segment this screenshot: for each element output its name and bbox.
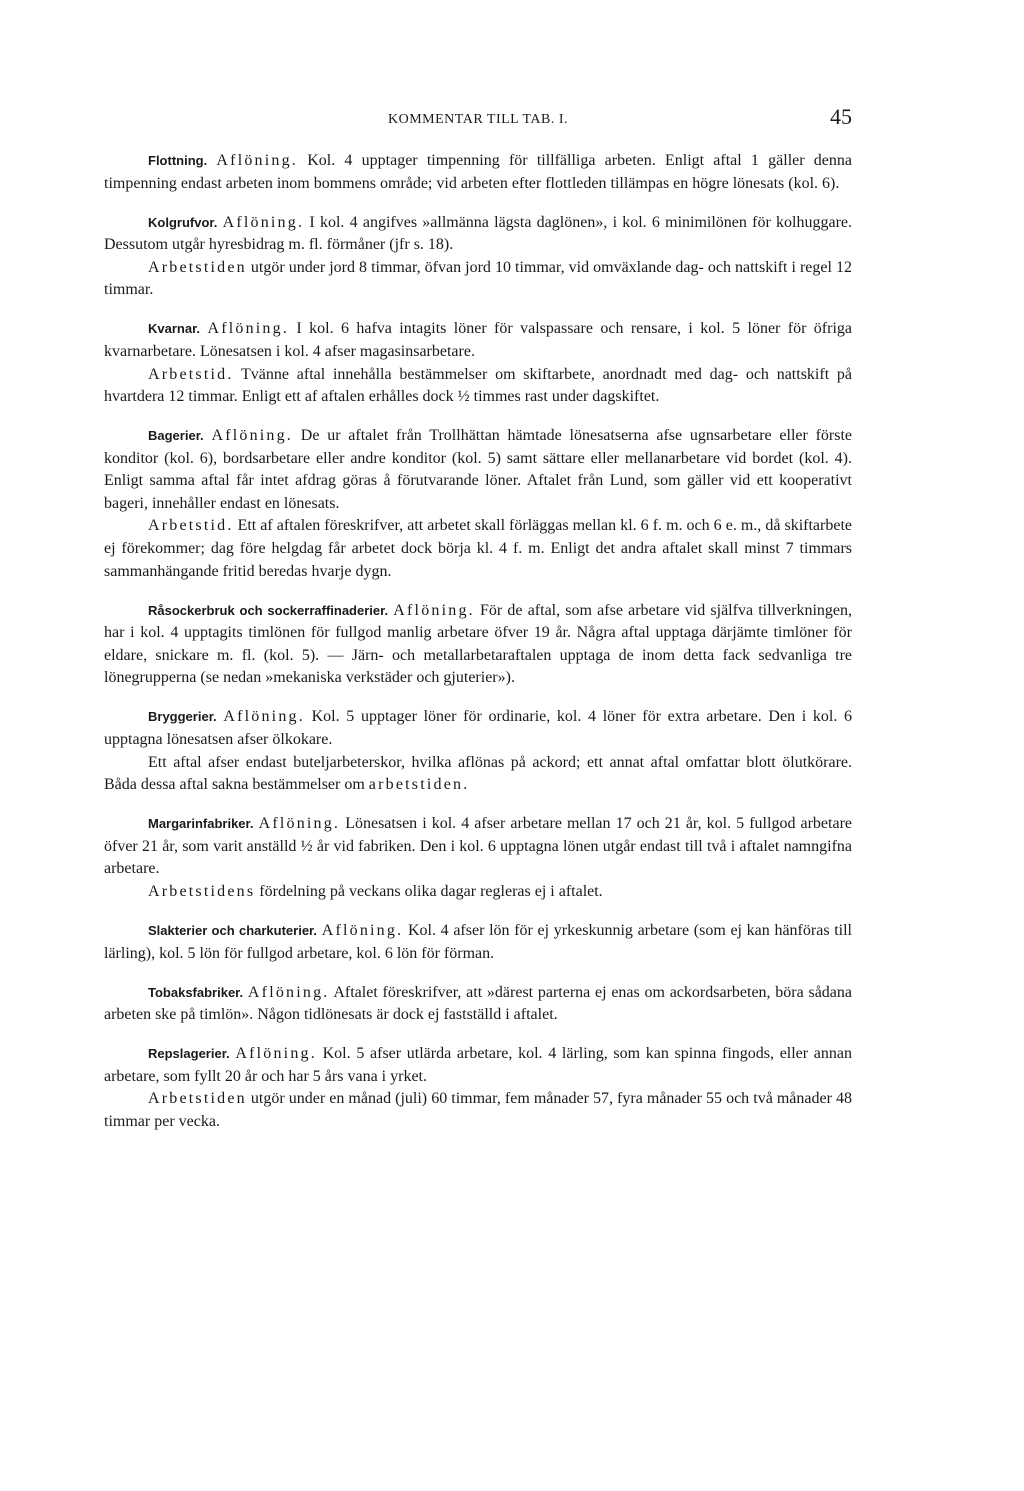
- section-rasocker: [104, 600, 852, 690]
- paragraph: [104, 752, 852, 797]
- page-number: 45: [830, 104, 852, 129]
- spaced-label: Aflöning.: [321, 921, 404, 939]
- spaced-label: Arbetstid.: [148, 517, 234, 535]
- spaced-label: arbetstiden: [368, 776, 464, 794]
- spaced-label: Aflöning.: [211, 427, 294, 445]
- section-heading: Slakterier och charkuterier.: [148, 922, 318, 938]
- section-kolgrufvor: [104, 212, 852, 302]
- paragraph-text: Ett aftal afser endast buteljarbeterskor, hvilka aflönas på ackord; ett annat aftal omfattar blott ölutkörare. Båda dessa aftal sakna bestämmelser om: [104, 753, 852, 794]
- spaced-label: Arbetstidens: [148, 882, 256, 900]
- paragraph-text: Ett af aftalen föreskrifver, att arbetet skall förläggas mellan kl. 6 f. m. och 6 e. m., då skiftarbete ej förekommer; dag före helgdag får arbetet dock börja kl. 4 f. m. Enligt det andra aftalet skall minst 7 timmars sammanhängande fritid beredas hvarje dygn.: [104, 517, 852, 580]
- running-header: [104, 104, 852, 136]
- paragraph: [104, 150, 852, 195]
- paragraph-text: För de aftal, som afse arbetare vid själfva tillverkningen, har i kol. 4 upptagits timlönen för fullgod manlig arbetare öfver 19 år. Några aftal upptaga därjämte timlöner för eldare, snickare m. fl. (kol. 5). — Järn- och metallarbetaraftalen upptaga de inom detta fack sedvanliga tre lönegrupperna (se nedan »mekaniska verkstäder och gjuterier»).: [104, 601, 852, 687]
- paragraph-text: Kol. 4 upptager timpenning för tillfälliga arbeten. Enligt aftal 1 gäller denna timpenning endast arbeten inom bommens område; vid arbeten efter flottleden tillämpas en högre lönesats (kol. 6).: [104, 152, 852, 192]
- section-heading: Margarinfabriker.: [148, 816, 254, 832]
- paragraph-text: I kol. 4 angifves »allmänna lägsta daglönen», i kol. 6 minimilönen för kolhuggare. Dessutom utgår hyresbidrag m. fl. förmåner (jfr s. 18).: [104, 213, 852, 254]
- paragraph-text: De ur aftalet från Trollhättan hämtade lönesatserna afse ugnsarbetare eller förste konditor (kol. 6), bordsarbetare eller andre konditor (kol. 5) samt sättare eller mellanarbetare vid bordet (kol. 4). Enligt samma aftal får intet afdrag göras å förutvarande löner. Aftalet från Lund, som gäller vid ett kooperativt bageri, innehåller endast en lönesats.: [104, 427, 853, 512]
- paragraph: [104, 813, 852, 881]
- paragraph: [104, 515, 852, 583]
- section-repslagerier: [104, 1043, 852, 1133]
- paragraph: [104, 257, 852, 302]
- section-margarin: [104, 813, 852, 903]
- paragraph-text: Kol. 5 upptager löner för ordinarie, kol. 4 löner för extra arbetare. Den i kol. 6 upptagna lönesatsen afser ölkokare.: [104, 708, 853, 749]
- spaced-label: Aflöning.: [393, 601, 475, 619]
- paragraph: [104, 318, 852, 363]
- paragraph-text: Tvänne aftal innehålla bestämmelser om skiftarbete, anordnadt med dag- och nattskift på hvartdera 12 timmar. Enligt ett af aftalen erhålles dock ½ timmes rast under dagskiftet.: [104, 365, 852, 406]
- document-page: [104, 104, 852, 1150]
- paragraph-text: Kol. 5 afser utlärda arbetare, kol. 4 lärling, som kan spinna fingods, eller annan arbetare, som fyllt 20 år och har 5 års vana i yrket.: [104, 1045, 853, 1085]
- paragraph-text: .: [463, 776, 468, 794]
- paragraph: [104, 982, 852, 1027]
- section-flottning: [104, 150, 852, 195]
- spaced-label: Arbetstid.: [148, 365, 234, 383]
- paragraph: [104, 1088, 852, 1133]
- section-heading: Repslagerier.: [148, 1046, 230, 1062]
- paragraph: [104, 364, 852, 409]
- section-kvarnar: [104, 318, 852, 408]
- section-heading: Kolgrufvor.: [148, 214, 218, 230]
- paragraph: [104, 706, 852, 751]
- section-heading: Bagerier.: [148, 428, 204, 444]
- paragraph: [104, 212, 852, 257]
- paragraph-text: I kol. 6 hafva intagits löner för valspassare och rensare, i kol. 5 löner för öfriga kvarnarbetare. Lönesatsen i kol. 4 afser magasinsarbetare.: [104, 320, 853, 360]
- paragraph: [104, 920, 852, 965]
- spaced-label: Aflöning.: [223, 708, 305, 726]
- section-heading: Flottning.: [148, 153, 208, 168]
- spaced-label: Aflöning.: [258, 815, 341, 833]
- section-tobak: [104, 982, 852, 1027]
- spaced-label: Aflöning.: [235, 1045, 317, 1063]
- paragraph: [104, 1043, 852, 1088]
- spaced-label: Arbetstiden: [148, 258, 247, 276]
- spaced-label: Aflöning.: [216, 152, 298, 169]
- paragraph-text: utgör under jord 8 timmar, öfvan jord 10 timmar, vid omväxlande dag- och nattskift i regel 12 timmar.: [104, 258, 852, 299]
- paragraph: [104, 600, 852, 690]
- section-heading: Tobaksfabriker.: [148, 984, 244, 1000]
- section-heading: Råsockerbruk och sockerraffinaderier.: [148, 602, 389, 618]
- spaced-label: Aflöning.: [207, 320, 290, 338]
- section-slakterier: [104, 920, 852, 965]
- section-bagerier: [104, 425, 852, 583]
- running-title: KOMMENTAR TILL TAB. I.: [388, 112, 568, 127]
- section-heading: Kvarnar.: [148, 321, 201, 337]
- paragraph-text: Lönesatsen i kol. 4 afser arbetare mellan 17 och 21 år, kol. 5 fullgod arbetare öfver 21 år, som varit anställd ½ år vid fabriken. Den i kol. 6 upptagna lönen utgår endast till två i aftalet namngifna arbetare.: [104, 815, 853, 878]
- body-text: [104, 150, 852, 1133]
- spaced-label: Aflöning.: [222, 213, 305, 231]
- paragraph-text: fördelning på veckans olika dagar regleras ej i aftalet.: [255, 882, 603, 900]
- spaced-label: Aflöning.: [247, 983, 330, 1001]
- section-bryggerier: [104, 706, 852, 796]
- spaced-label: Arbetstiden: [148, 1090, 247, 1108]
- paragraph-text: Aftalet föreskrifver, att »därest parterna ej enas om ackordsarbeten, böra sådana arbeten ske på timlön». Någon tidlönesats är dock ej fastställd i aftalet.: [104, 983, 853, 1024]
- paragraph: [104, 425, 852, 515]
- paragraph-text: utgör under en månad (juli) 60 timmar, fem månader 57, fyra månader 55 och två månader 48 timmar per vecka.: [104, 1090, 852, 1130]
- section-heading: Bryggerier.: [148, 709, 217, 725]
- paragraph: [104, 881, 852, 904]
- paragraph-text: Kol. 4 afser lön för ej yrkeskunnig arbetare (som ej kan hänföras till lärling), kol. 5 lön för fullgod arbetare, kol. 6 lön för förman.: [104, 921, 853, 962]
